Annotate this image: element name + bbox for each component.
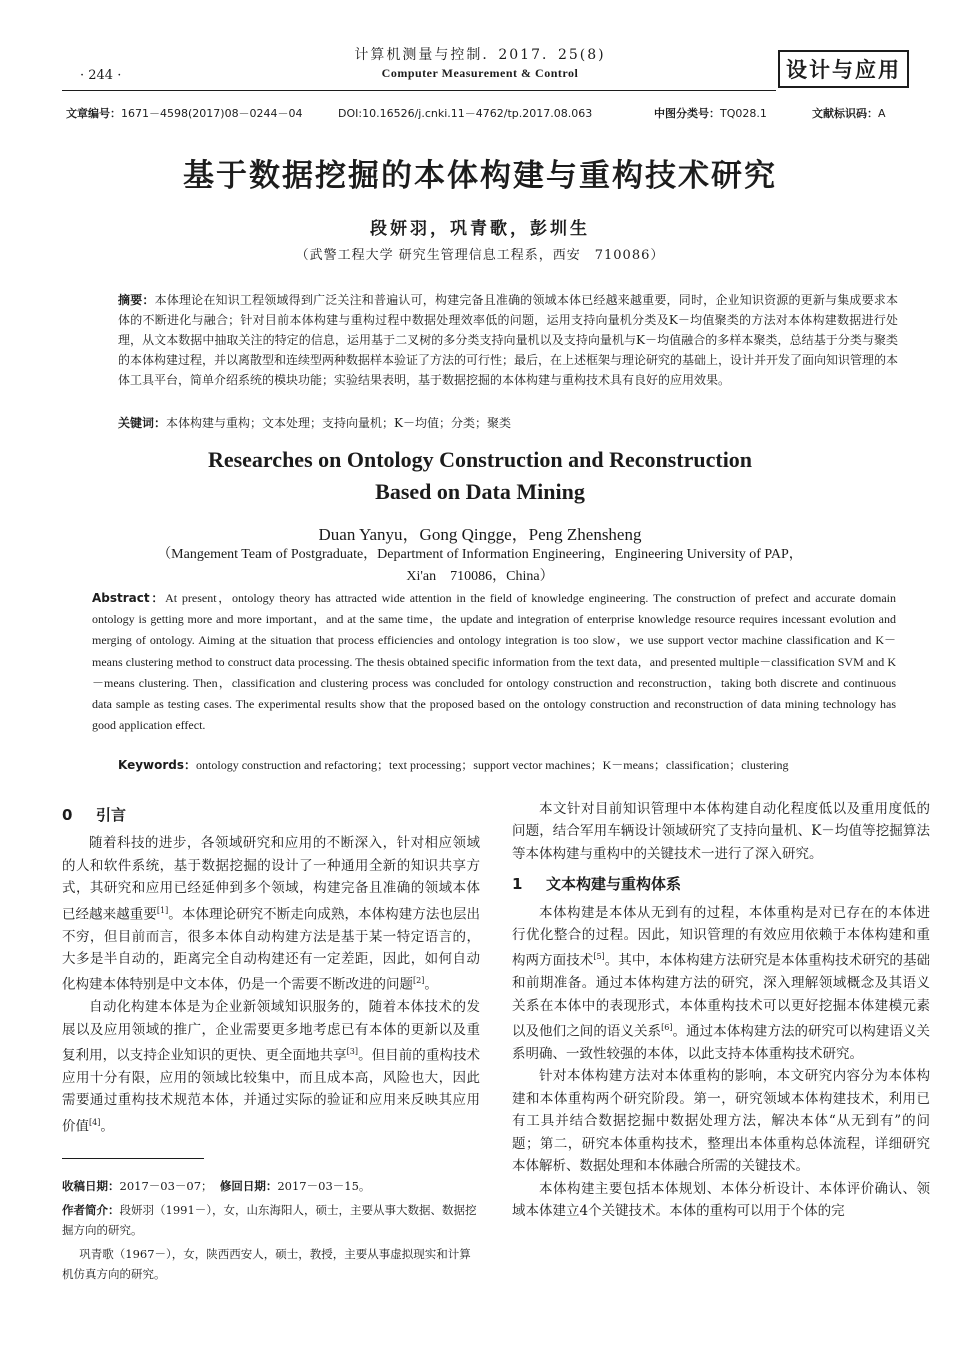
section-1-title: 文本构建与重构体系 [546, 875, 682, 894]
affiliation-en-line1: （Mangement Team of Postgraduate，Department of Information Engineering，Engineering University of PAP， [157, 547, 803, 562]
section-1-paragraph-2: 针对本体构建方法对本体重构的影响，本文研究内容分为本体构建和本体重构两个研究阶段。第一，研究领域本体构建技术，利用已有工具并结合数据挖掘中数据处理方法，解决本体“从无到有”的问题；第二，研究本体重构技术，整理出本体重构总体流程，详细研究本体解析、数据处理和本体融合所需的关键技术。 [512, 1068, 930, 1175]
section-1-number: 1 [512, 875, 523, 894]
header-rule [62, 90, 776, 91]
footnote-rule [62, 1158, 204, 1159]
journal-name-en: Computer Measurement & Control [381, 66, 579, 80]
document-code: 文献标识码：A [812, 107, 886, 120]
body-column-right [512, 798, 930, 1222]
citation: [4] [89, 1117, 101, 1127]
column-badge: 设计与应用 [778, 50, 909, 88]
paper-title-en [0, 444, 960, 508]
footnote-author-bio-2: 巩青歌（1967－），女，陕西西安人，硕士，教授，主要从事虚拟现实和计算机仿真方向的研究。 [62, 1247, 471, 1281]
section-1-paragraph-1: 本体构建是本体从无到有的过程，本体重构是对已存在的本体进行优化整合的过程。因此，知识管理的有效应用依赖于本体构建和重构两方面技术[5]。其中，本体构建方法研究是本体重构技术研究的基础和前期准备。通过本体构建方法的研究，深入理解领域概念及其语义关系在本体中的表现形式，本体重构技术可以更好挖掘本体建模元素以及他们之间的语义关系[6]。通过本体构建方法的研究可以构建语义关系明确、一致性较强的本体，以此支持本体重构技术研究。 [512, 904, 931, 1063]
section-0-paragraph-1: 随着科技的进步，各领域研究和应用的不断深入，针对相应领域的人和软件系统，基于数据挖掘的设计了一种通用全新的知识共享方式，其研究和应用已经延伸到多个领域，构建完备且准确的领域本体已经越来越重要[1]。本体理论研究不断走向成熟，本体构建方法也层出不穷，但目前而言，很多本体自动构建方法是基于某一特定语言的，大多是半自动的，距离完全自动构建还有一定差距，因此，如何自动化构建本体特别是中文本体，仍是一个需要不断改进的问题[2]。 [62, 835, 481, 993]
section-0-title: 引言 [96, 806, 127, 824]
footnotes [62, 1176, 480, 1288]
section-1-paragraph-3: 本体构建主要包括本体规划、本体分析设计、本体评价确认、领域本体建立4个关键技术。本体的重构可以用于个体的完 [512, 1180, 930, 1219]
authors-en: Duan Yanyu，Gong Qingge，Peng Zhensheng [318, 525, 642, 544]
section-1-heading [512, 873, 930, 895]
citation: [2] [413, 976, 425, 986]
citation: [5] [593, 952, 605, 962]
doi: DOI:10.16526/j.cnki.11－4762/tp.2017.08.063 [338, 107, 593, 120]
keywords-en [118, 756, 898, 773]
clc-number: 中图分类号：TQ028.1 [654, 107, 767, 120]
keywords-cn-label: 关键词： [118, 416, 167, 430]
abstract-cn [118, 290, 898, 390]
keywords-cn [118, 414, 898, 431]
paper-title-en-line1: Researches on Ontology Construction and Reconstruction [207, 447, 753, 472]
affiliation-en [0, 544, 960, 588]
section-0-number: 0 [62, 806, 73, 824]
authors-cn: 段妍羽，巩青歌，彭圳生 [370, 219, 590, 239]
body-column-left [62, 804, 480, 1138]
page-number: · 244 · [80, 68, 122, 83]
citation: [6] [661, 1023, 673, 1033]
section-0-paragraph-3: 本文针对目前知识管理中本体构建自动化程度低以及重用度低的问题，结合军用车辆设计领域研究了支持向量机、K－均值等挖掘算法等本体构建与重构中的关键技术一进行了深入研究。 [512, 801, 930, 862]
keywords-cn-text: 本体构建与重构；文本处理；支持向量机；K－均值；分类；聚类 [166, 416, 511, 430]
affiliation-cn: （武警工程大学 研究生管理信息工程系，西安 710086） [295, 248, 665, 263]
keywords-en-label: Keywords： [118, 758, 197, 772]
abstract-cn-text: 本体理论在知识工程领域得到广泛关注和普遍认可，构建完备且准确的领域本体已经越来越重要，同时，企业知识资源的更新与集成要求本体的不断进化与融合；针对目前本体构建与重构过程中数据处理效率低的问题，运用支持向量机分类及K－均值聚类的方法对本体构建数据进行处理，从文本数据中抽取关注的特定的信息，运用基于二叉树的多分类支持向量机以及支持向量机与K－均值融合的多样本聚类，总结基于分类与聚类的本体构建过程，并以离散型和连续型两种数据样本验证了方法的可行性；最后，在上述框架与理论研究的基础上，设计并开发了面向知识管理的本体工具平台，简单介绍系统的模块功能；实验结果表明，基于数据挖掘的本体构建与重构技术具有良好的应用效果。 [118, 293, 899, 387]
abstract-en-label: Abstract： [92, 591, 166, 605]
abstract-cn-label: 摘要： [118, 293, 155, 307]
citation: [1] [156, 905, 169, 915]
footnote-dates: 收稿日期：2017－03－07； 修回日期：2017－03－15。 [62, 1179, 371, 1193]
journal-name-cn: 计算机测量与控制．2017．25(8) [354, 47, 606, 63]
abstract-en [92, 588, 896, 736]
citation: [3] [346, 1047, 359, 1057]
paper-title-cn: 基于数据挖掘的本体构建与重构技术研究 [183, 158, 777, 194]
footnote-author-bio-1: 作者简介：段妍羽（1991－），女，山东海阳人，硕士，主要从事大数据、数据挖掘方向的研究。 [62, 1203, 477, 1237]
article-number: 文章编号：1671－4598(2017)08－0244－04 [66, 107, 303, 120]
abstract-en-text: At present，ontology theory has attracted wide attention in the field of knowledge engineering. The construction of prefect and accurate domain ontology is getting more and more important，and at the same time，the update and integration of enterprise knowledge resource requires incessant evolution and merging of ontology. Aiming at the situation that process efficiencies and ontology integration is too slow，we use support vector machine classification and K－ means clustering method to construct data processing. The thesis obtained specific information from the text data，and presented multiple－classification SVM and K－means clustering. Then，classification and clustering process was concluded for ontology construction and reconstruction，taking both discrete and continuous data sample as testing cases. The experimental results show that the proposed based on the ontology construction and reconstruction of data mining technology has good application effect. [92, 591, 896, 733]
paper-title-en-line2: Based on Data Mining [375, 479, 585, 504]
section-0-heading [62, 804, 480, 826]
keywords-en-text: ontology construction and refactoring；text processing；support vector machines；K－means；classification；clustering [196, 758, 789, 772]
affiliation-en-line2: Xi'an 710086，China） [406, 569, 554, 584]
section-0-paragraph-2: 自动化构建本体是为企业新领域知识服务的，随着本体技术的发展以及应用领域的推广，企业需要更多地考虑已有本体的更新以及重复利用，以支持企业知识的更快、更全面地共享[3]。但目前的重构技术应用十分有限，应用的领域比较集中，而且成本高，风险也大，因此需要通过重构技术规范本体，并通过实际的验证和应用来反映其应用价值[4]。 [62, 999, 481, 1135]
